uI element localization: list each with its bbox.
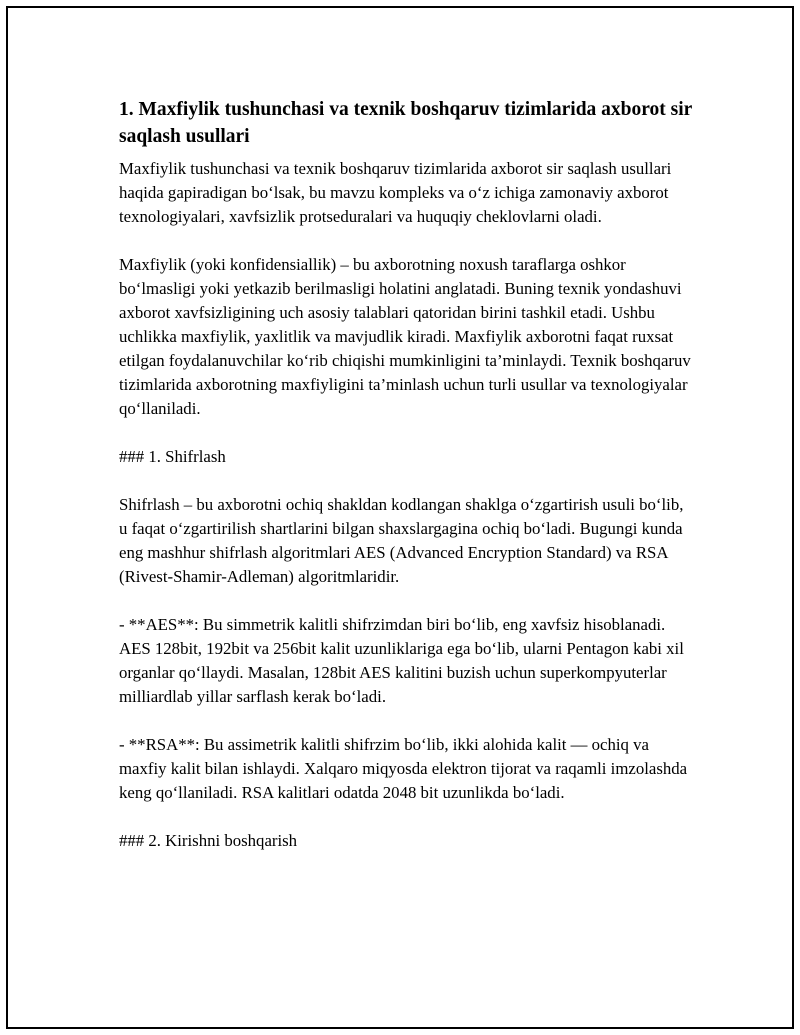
paragraph-spacer <box>119 421 694 445</box>
section-heading-encryption: ### 1. Shifrlash <box>119 447 226 466</box>
paragraph-confidentiality: Maxfiylik (yoki konfidensiallik) – bu axborotning noxush taraflarga oshkor bo‘lmasligi yoki yetkazib berilmasligi holatini anglatadi. Buning texnik yondashuvi axborot xavfsizligining uch asosiy talablari qatoridan birini tashkil etadi. Ushbu uchlikka maxfiylik, yaxlitlik va mavjudlik kiradi. Maxfiylik axborotni faqat ruxsat etilgan foydalanuvchilar ko‘rib chiqishi mumkinligini ta’minlaydi. Texnik boshqaruv tizimlarida axborotning maxfiyligini ta’minlash uchun turli usullar va texnologiyalar qo‘llaniladi. <box>119 255 691 418</box>
paragraph-intro: Maxfiylik tushunchasi va texnik boshqaruv tizimlarida axborot sir saqlash usullari haqida gapiradigan bo‘lsak, bu mavzu kompleks va o‘z ichiga zamonaviy axborot texnologiyalari, xavfsizlik protseduralari va huquqiy cheklovlarni oladi. <box>119 159 672 226</box>
paragraph-spacer <box>119 709 694 733</box>
list-item-rsa: - **RSA**: Bu assimetrik kalitli shifrzim bo‘lib, ikki alohida kalit — ochiq va maxfiy kalit bilan ishlaydi. Xalqaro miqyosda elektron tijorat va raqamli imzolashda keng qo‘llaniladi. RSA kalitlari odatda 2048 bit uzunlikda bo‘ladi. <box>119 735 688 802</box>
document-title: 1. Maxfiylik tushunchasi va texnik boshqaruv tizimlarida axborot sir saqlash usullari <box>119 99 692 147</box>
paragraph-spacer <box>119 469 694 493</box>
paragraph-encryption: Shifrlash – bu axborotni ochiq shakldan kodlangan shaklga o‘zgartirish usuli bo‘lib, u faqat o‘zgartirilish shartlarini bilgan shaxslargagina ochiq bo‘ladi. Bugungi kunda eng mashhur shifrlash algoritmlari AES (Advanced Encryption Standard) va RSA (Rivest-Shamir-Adleman) algoritmlaridir. <box>119 495 684 586</box>
document-page <box>6 6 794 1029</box>
paragraph-spacer <box>119 229 694 253</box>
document-content <box>119 96 694 853</box>
section-heading-access-control: ### 2. Kirishni boshqarish <box>119 831 298 850</box>
paragraph-spacer <box>119 805 694 829</box>
paragraph-spacer <box>119 589 694 613</box>
list-item-aes: - **AES**: Bu simmetrik kalitli shifrzimdan biri bo‘lib, eng xavfsiz hisoblanadi. AES 128bit, 192bit va 256bit kalit uzunliklariga ega bo‘lib, ularni Pentagon kabi xil organlar qo‘llaydi. Masalan, 128bit AES kalitini buzish uchun superkompyuterlar milliardlab yillar sarflash kerak bo‘ladi. <box>119 615 684 706</box>
